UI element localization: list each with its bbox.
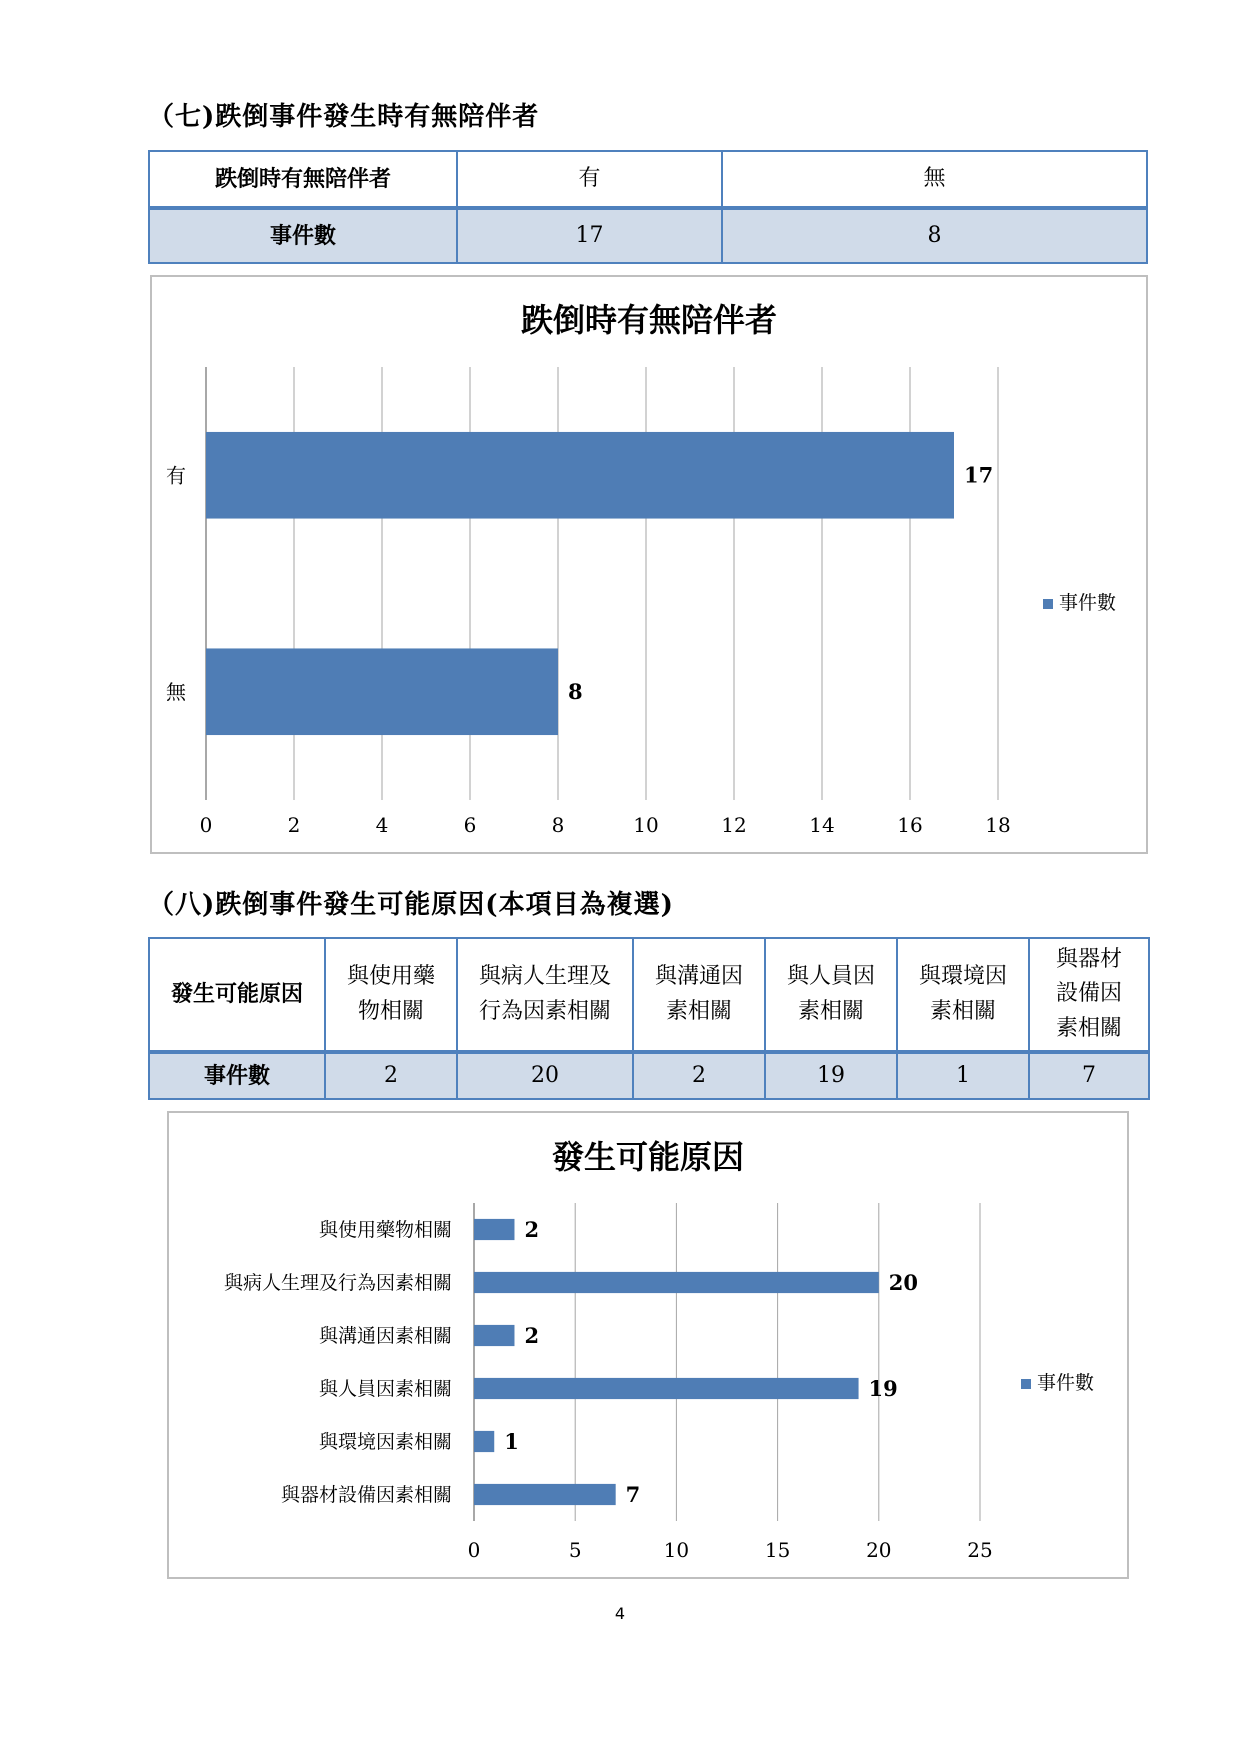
bar <box>474 1484 616 1505</box>
bar <box>474 1272 879 1293</box>
bar <box>474 1325 514 1346</box>
cause-table-value-environment: 1 <box>897 1052 1029 1099</box>
cause-chart <box>167 1111 1129 1579</box>
bar <box>206 432 954 519</box>
companion-chart <box>150 275 1148 854</box>
data-label: 20 <box>888 1269 919 1295</box>
chart-title: 發生可能原因 <box>551 1138 745 1176</box>
cause-table-header-medication: 與使用藥物相關 <box>325 938 457 1052</box>
page-number: 4 <box>614 1604 626 1623</box>
category-label: 無 <box>166 679 186 704</box>
x-tick-label: 4 <box>375 813 389 837</box>
cause-table-value-staff: 19 <box>765 1052 897 1099</box>
companion-chart-svg <box>152 277 1146 852</box>
x-tick-label: 6 <box>463 813 477 837</box>
data-label: 17 <box>964 462 994 488</box>
data-label: 8 <box>568 679 583 705</box>
category-label: 與器材設備因素相關 <box>280 1484 452 1507</box>
data-label: 7 <box>625 1481 641 1507</box>
companion-table-header-label: 跌倒時有無陪伴者 <box>149 151 457 208</box>
bar <box>474 1431 494 1452</box>
category-label: 與溝通因素相關 <box>318 1325 452 1348</box>
category-label: 與人員因素相關 <box>318 1378 452 1401</box>
section7-heading: （七)跌倒事件發生時有無陪伴者 <box>148 102 540 132</box>
cause-table-header-patient: 與病人生理及行為因素相關 <box>457 938 633 1052</box>
x-tick-label: 14 <box>809 813 835 837</box>
chart-title: 跌倒時有無陪伴者 <box>520 301 778 339</box>
x-tick-label: 25 <box>967 1538 993 1562</box>
data-label: 1 <box>504 1428 519 1454</box>
x-tick-label: 0 <box>467 1538 481 1562</box>
cause-table-value-medication: 2 <box>325 1052 457 1099</box>
data-label: 19 <box>868 1375 898 1401</box>
category-label: 與使用藥物相關 <box>318 1219 452 1242</box>
x-tick-label: 20 <box>866 1538 892 1562</box>
companion-table-header-no: 無 <box>722 151 1147 208</box>
cause-table-row-label: 事件數 <box>149 1052 325 1099</box>
data-label: 2 <box>524 1322 540 1348</box>
category-label: 與病人生理及行為因素相關 <box>223 1272 452 1295</box>
x-tick-label: 10 <box>633 813 659 837</box>
x-tick-label: 12 <box>721 813 747 837</box>
legend-swatch <box>1021 1379 1031 1389</box>
companion-table-value-yes: 17 <box>457 208 722 263</box>
cause-table-header-label: 發生可能原因 <box>149 938 325 1052</box>
cause-table-value-communication: 2 <box>633 1052 765 1099</box>
category-label: 有 <box>166 463 186 488</box>
x-tick-label: 18 <box>985 813 1011 837</box>
data-label: 2 <box>524 1216 540 1242</box>
cause-table-header-environment: 與環境因素相關 <box>897 938 1029 1052</box>
x-tick-label: 0 <box>199 813 213 837</box>
x-tick-label: 2 <box>287 813 301 837</box>
cause-table-value-equipment: 7 <box>1029 1052 1149 1099</box>
section8-heading: （八)跌倒事件發生可能原因(本項目為複選) <box>148 890 674 920</box>
cause-table-header-staff: 與人員因素相關 <box>765 938 897 1052</box>
category-label: 與環境因素相關 <box>318 1431 452 1454</box>
companion-table-header-yes: 有 <box>457 151 722 208</box>
cause-table-value-patient: 20 <box>457 1052 633 1099</box>
bar <box>474 1219 514 1240</box>
cause-table-header-communication: 與溝通因素相關 <box>633 938 765 1052</box>
x-tick-label: 10 <box>663 1538 690 1562</box>
bar <box>474 1378 859 1399</box>
legend-label: 事件數 <box>1059 592 1117 614</box>
cause-chart-svg <box>169 1113 1127 1577</box>
x-tick-label: 5 <box>568 1538 582 1562</box>
legend-swatch <box>1043 599 1053 609</box>
x-tick-label: 8 <box>551 813 565 837</box>
legend-label: 事件數 <box>1037 1372 1095 1394</box>
companion-table-value-no: 8 <box>722 208 1147 263</box>
cause-table <box>148 937 1150 1100</box>
companion-table <box>148 150 1148 264</box>
companion-table-row-label: 事件數 <box>149 208 457 263</box>
x-tick-label: 15 <box>764 1538 791 1562</box>
cause-table-header-equipment: 與器材設備因素相關 <box>1029 938 1149 1052</box>
x-tick-label: 16 <box>897 813 923 837</box>
bar <box>206 648 558 735</box>
